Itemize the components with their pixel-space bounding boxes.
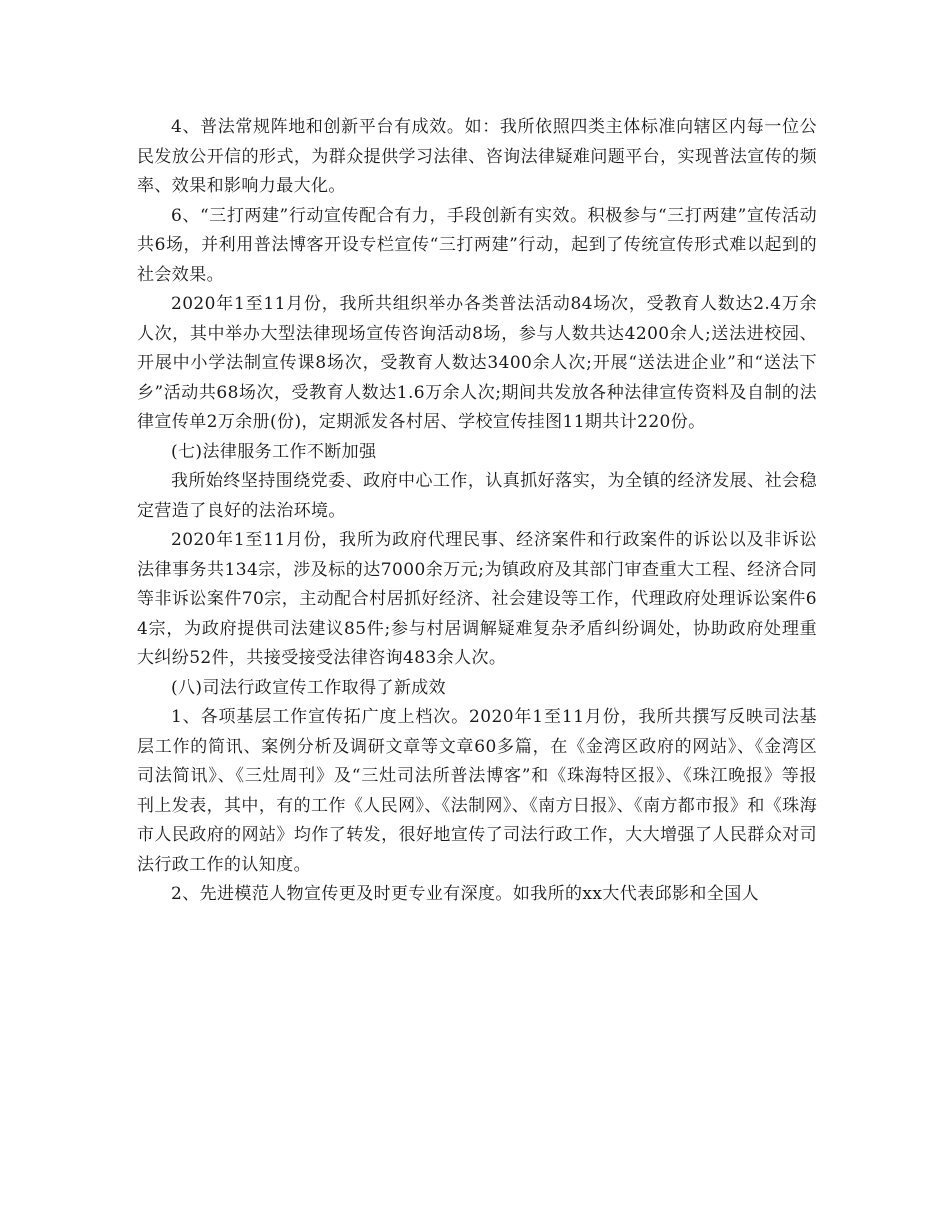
paragraph-model-figures: 2、先进模范人物宣传更及时更专业有深度。如我所的xx大代表邱影和全国人: [171, 884, 759, 904]
paragraph-legal-services-intro: 我所始终坚持围绕党委、政府中心工作，认真抓好落实，为全镇的经济发展、社会稳定营造了良好的法治环境。: [137, 471, 817, 521]
paragraph-publicity-basic-work: 1、各项基层工作宣传拓广度上档次。2020年1至11月份，我所共撰写反映司法基层工作的简讯、案例分析及调研文章等文章60多篇，在《金湾区政府的网站》、《金湾区司法简讯》、《三灶周刊》及“三灶司法所普法博客”和《珠海特区报》、《珠江晚报》等报刊上发表，其中，有的工作《人民网》、《法制网》、《南方日报》、《南方都市报》和《珠海市人民政府的网站》均作了转发，很好地宣传了司法行政工作，大大增强了人民群众对司法行政工作的认知度。: [137, 707, 817, 875]
document-page: [137, 113, 817, 910]
paragraph-legal-activities-stats: 2020年1至11月份，我所共组织举办各类普法活动84场次，受教育人数达2.4万余人次，其中举办大型法律现场宣传咨询活动8场，参与人数共达4200余人;送法进校园、开展中小学法制宣传课8场次，受教育人数达3400余人次;开展“送法进企业”和“送法下乡”活动共68场次，受教育人数达1.6万余人次;期间共发放各种法律宣传资料及自制的法律宣传单2万余册(份)，定期派发各村居、学校宣传挂图11期共计220份。: [137, 294, 817, 432]
paragraph-sanda-liangjian: 6、“三打两建”行动宣传配合有力，手段创新有实效。积极参与“三打两建”宣传活动共6场，并利用普法博客开设专栏宣传“三打两建”行动，起到了传统宣传形式难以起到的社会效果。: [137, 205, 817, 285]
paragraph-legal-services-stats: 2020年1至11月份，我所为政府代理民事、经济案件和行政案件的诉讼以及非诉讼法律事务共134宗，涉及标的达7000余万元;为镇政府及其部门审查重大工程、经济合同等非诉讼案件70宗，主动配合村居抓好经济、社会建设等工作，代理政府处理诉讼案件64宗，为政府提供司法建议85件;参与村居调解疑难复杂矛盾纠纷调处，协助政府处理重大纠纷52件，共接受接受法律咨询483余人次。: [137, 530, 817, 668]
section-heading-publicity: (八)司法行政宣传工作取得了新成效: [171, 677, 447, 698]
paragraph-platform-innovation: 4、普法常规阵地和创新平台有成效。如：我所依照四类主体标准向辖区内每一位公民发放公开信的形式，为群众提供学习法律、咨询法律疑难问题平台，实现普法宣传的频率、效果和影响力最大化。: [137, 117, 817, 196]
section-heading-legal-services: (七)法律服务工作不断加强: [171, 441, 377, 462]
